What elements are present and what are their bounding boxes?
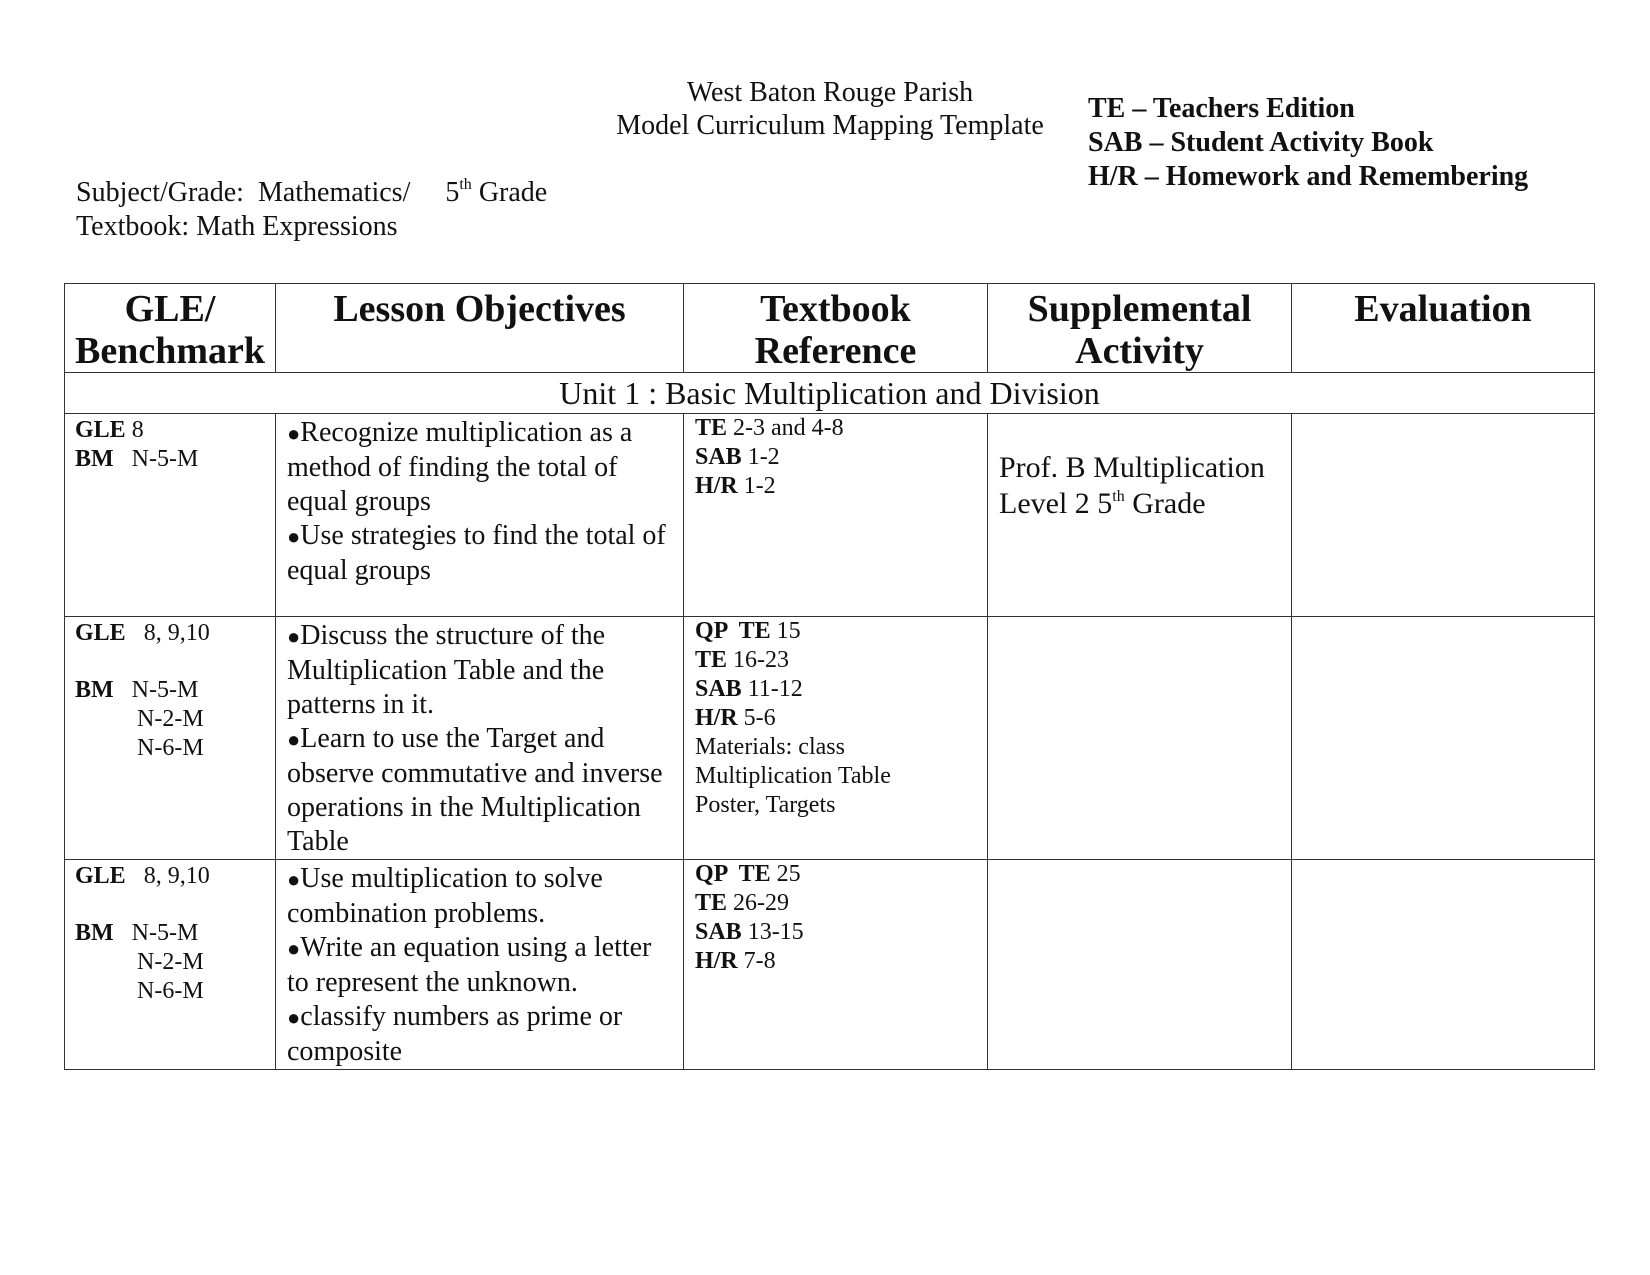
header-textbook-reference: Textbook Reference [684,284,988,373]
curriculum-map-table [64,283,1595,1070]
reference-cell: TE 2-3 and 4-8 SAB 1-2 H/R 1-2 [684,414,988,617]
legend-sab: SAB – Student Activity Book [1088,127,1434,158]
table-row [65,860,1595,1070]
supplemental-cell [988,860,1292,1070]
header-gle-benchmark: GLE/ Benchmark [65,284,276,373]
objective-item: ● Use multiplication to solve combination problems. [287,862,675,931]
evaluation-cell [1292,617,1595,860]
objectives-cell [276,414,684,617]
materials-line: Materials: class [695,734,845,760]
reference-cell: QP TE 15 TE 16-23 SAB 11-12 H/R 5-6 Materials: class Multiplication Table Poster, Targets [684,617,988,860]
unit-title: Unit 1 : Basic Multiplication and Division [65,373,1595,414]
evaluation-cell [1292,860,1595,1070]
evaluation-cell [1292,414,1595,617]
objective-item: ● classify numbers as prime or composite [287,1000,675,1069]
table-row [65,617,1595,860]
document-header [560,76,1100,142]
table-header-row [65,284,1595,373]
gle-cell: GLE 8, 9,10 BM N-5-M N-2-M N-6-M [65,617,276,860]
gle-cell: GLE 8, 9,10 BM N-5-M N-2-M N-6-M [65,860,276,1070]
supplemental-cell [988,617,1292,860]
legend-te: TE – Teachers Edition [1088,93,1355,124]
gle-cell: GLE 8 BM N-5-M [65,414,276,617]
reference-cell: QP TE 25 TE 26-29 SAB 13-15 H/R 7-8 [684,860,988,1070]
textbook-name: Textbook: Math Expressions [76,211,398,242]
header-lesson-objectives: Lesson Objectives [276,284,684,373]
subject-info [76,176,547,244]
unit-row [65,373,1595,414]
objective-item: ● Use strategies to find the total of equal groups [287,519,675,588]
objective-item: ● Recognize multiplication as a method of finding the total of equal groups [287,416,675,519]
parish-title: West Baton Rouge Parish [686,77,974,108]
header-evaluation: Evaluation [1292,284,1595,373]
objective-item: ● Learn to use the Target and observe commutative and inverse operations in the Multiplication Table [287,722,675,859]
materials-line: Multiplication Table [695,763,891,789]
materials-line: Poster, Targets [695,792,836,818]
objective-item: ● Discuss the structure of the Multiplication Table and the patterns in it. [287,619,675,722]
table-row [65,414,1595,617]
objectives-cell [276,860,684,1070]
objectives-cell [276,617,684,860]
objective-item: ● Write an equation using a letter to represent the unknown. [287,931,675,1000]
abbreviation-legend [1088,92,1528,194]
subject-grade: Subject/Grade: Mathematics/ 5th Grade [76,176,548,208]
legend-hr: H/R – Homework and Remembering [1088,161,1529,192]
header-supplemental-activity: Supplemental Activity [988,284,1292,373]
supplemental-cell: Prof. B Multiplication Level 2 5th Grade [988,414,1292,617]
template-title: Model Curriculum Mapping Template [616,110,1044,141]
